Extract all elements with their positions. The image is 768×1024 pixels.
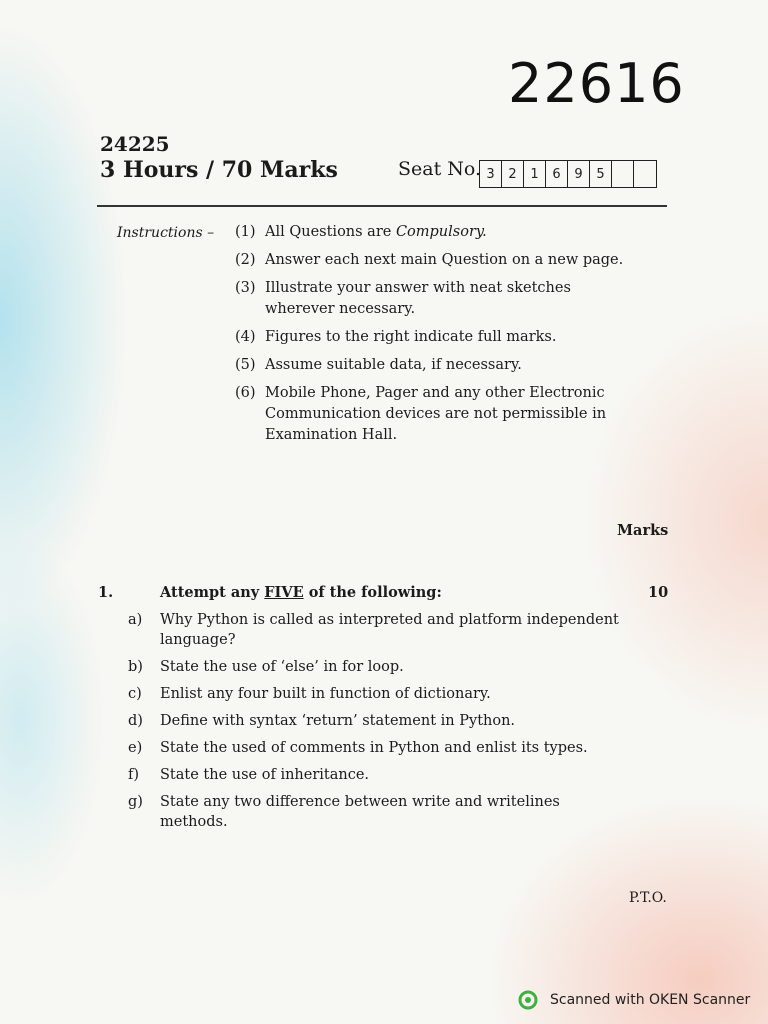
instruction-text: Figures to the right indicate full marks. xyxy=(265,329,557,345)
instruction-number: (1) xyxy=(235,224,256,240)
subquestion-text: Enlist any four built in function of dictionary. xyxy=(160,686,491,702)
instruction-item xyxy=(235,250,645,271)
subquestion-list xyxy=(128,610,628,839)
instruction-text: All Questions are Compulsory. xyxy=(265,224,487,240)
instruction-text: Illustrate your answer with neat sketches wherever necessary. xyxy=(265,280,571,317)
pto-label: P.T.O. xyxy=(629,890,667,906)
exam-code: 24225 xyxy=(100,132,170,156)
header-divider xyxy=(97,205,667,207)
question-marks: 10 xyxy=(648,584,669,601)
instruction-item xyxy=(235,327,645,348)
subquestion-text: State any two difference between write and writelines methods. xyxy=(160,794,560,830)
question-title: Attempt any FIVE of the following: xyxy=(160,584,442,601)
instruction-item xyxy=(235,355,645,376)
subquestion-text: State the used of comments in Python and enlist its types. xyxy=(160,740,588,756)
subquestion-text: State the use of inheritance. xyxy=(160,767,370,783)
scanner-watermark xyxy=(518,990,750,1010)
instruction-number: (2) xyxy=(235,252,256,268)
scanner-logo-icon xyxy=(518,990,538,1010)
instructions-list xyxy=(235,222,645,453)
instructions-label: Instructions – xyxy=(117,225,215,241)
subquestion-item xyxy=(128,610,628,650)
seat-digit-box: 6 xyxy=(546,161,568,187)
subquestion-letter: c) xyxy=(128,686,142,702)
subquestion-text: State the use of ‘else’ in for loop. xyxy=(160,659,404,675)
paper-code: 22616 xyxy=(508,52,685,115)
subquestion-item xyxy=(128,657,628,677)
instruction-text: Assume suitable data, if necessary. xyxy=(265,357,522,373)
marks-heading: Marks xyxy=(617,522,669,539)
instruction-number: (3) xyxy=(235,280,256,296)
instruction-item xyxy=(235,222,645,243)
seat-digit-box: 1 xyxy=(524,161,546,187)
instruction-number: (6) xyxy=(235,385,256,401)
subquestion-letter: f) xyxy=(128,767,140,783)
seat-digit-box: 2 xyxy=(502,161,524,187)
instruction-text: Answer each next main Question on a new page. xyxy=(265,252,624,268)
subquestion-text: Why Python is called as interpreted and platform independent language? xyxy=(160,612,619,648)
seat-digit-box: 9 xyxy=(568,161,590,187)
duration-marks: 3 Hours / 70 Marks xyxy=(100,157,338,183)
seat-number-boxes xyxy=(479,160,657,188)
subquestion-item xyxy=(128,738,628,758)
subquestion-item xyxy=(128,711,628,731)
instruction-text: Mobile Phone, Pager and any other Electronic Communication devices are not permissible in Examination Hall. xyxy=(265,385,607,443)
subquestion-item xyxy=(128,792,628,832)
subquestion-item xyxy=(128,765,628,785)
scanner-text: Scanned with OKEN Scanner xyxy=(550,992,751,1008)
seat-digit-box: 5 xyxy=(590,161,612,187)
subquestion-item xyxy=(128,684,628,704)
subquestion-letter: a) xyxy=(128,612,143,628)
subquestion-letter: e) xyxy=(128,740,143,756)
seat-digit-box: 3 xyxy=(480,161,502,187)
instruction-number: (4) xyxy=(235,329,256,345)
subquestion-letter: g) xyxy=(128,794,143,810)
subquestion-text: Define with syntax ‘return’ statement in Python. xyxy=(160,713,516,729)
instruction-item xyxy=(235,278,645,320)
seat-digit-box xyxy=(634,161,656,187)
subquestion-letter: b) xyxy=(128,659,143,675)
question-number: 1. xyxy=(98,584,114,601)
subquestion-letter: d) xyxy=(128,713,143,729)
seat-digit-box xyxy=(612,161,634,187)
instruction-item xyxy=(235,383,645,446)
instruction-number: (5) xyxy=(235,357,256,373)
seat-number-label: Seat No. xyxy=(398,158,482,180)
